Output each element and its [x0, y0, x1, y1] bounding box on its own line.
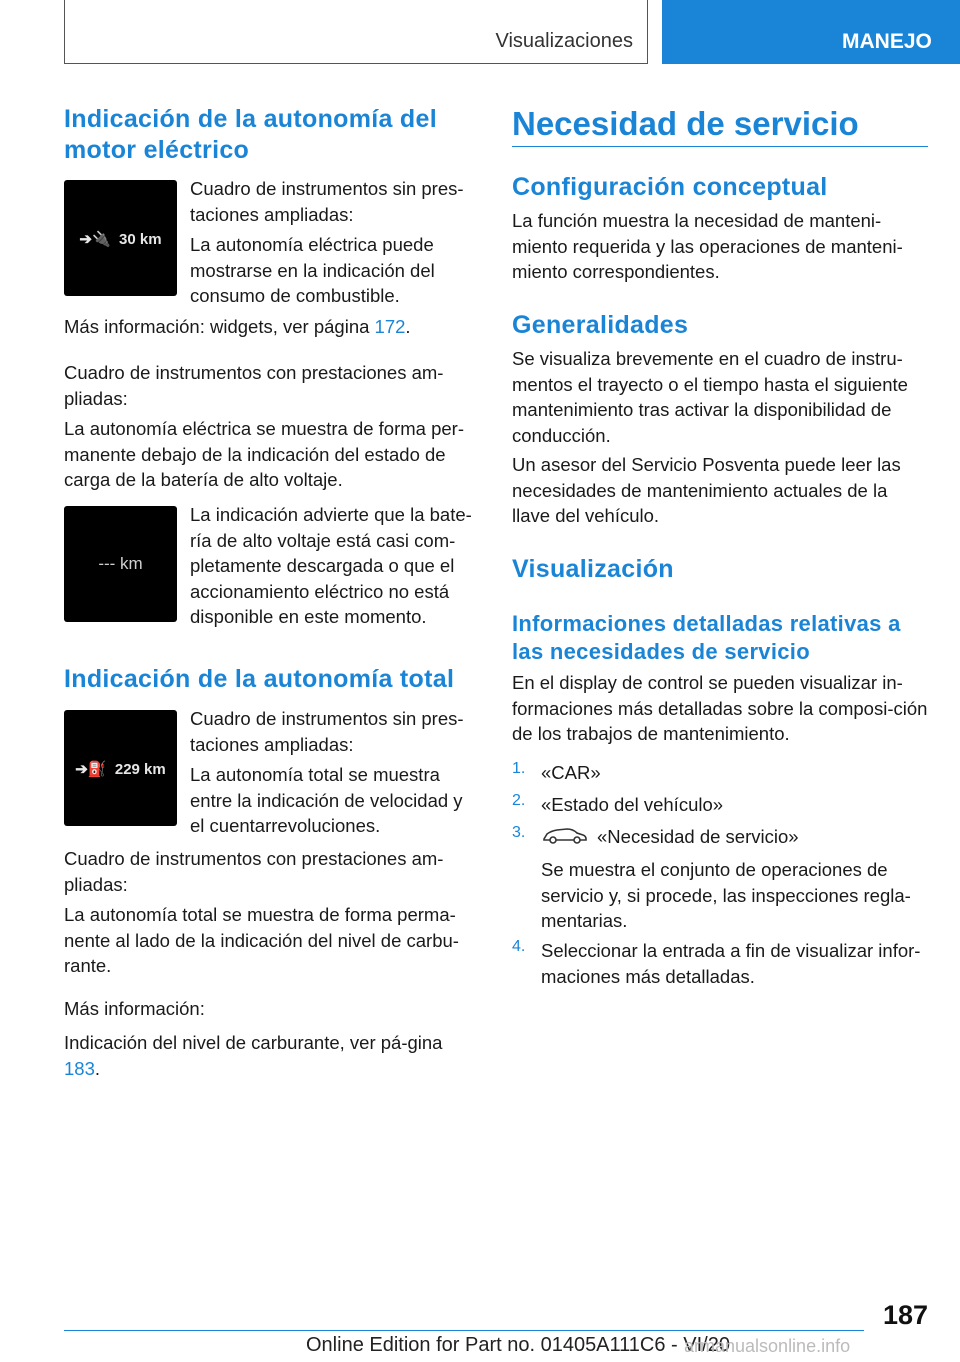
step-subtext: Se muestra el conjunto de operaciones de servicio y, si procede, las inspecciones regla-mentarias.: [541, 859, 911, 932]
more-info: Indicación del nivel de carburante, ver pá-gina 183.: [64, 1032, 443, 1079]
list-item: [512, 792, 928, 818]
step-number: 1.: [512, 760, 526, 777]
step-text: «Estado del vehículo»: [541, 794, 724, 815]
paragraph: La indicación advierte que la bate-ría de alto voltaje está casi com-pletamente descargada o que el accionamiento eléctrico no está disponible en este momento.: [190, 504, 472, 627]
chapter-tab: MANEJO: [662, 0, 960, 64]
paragraph: Cuadro de instrumentos con prestaciones am-pliadas:: [64, 848, 444, 895]
heading-detail: Informaciones detalladas relativas a las necesidades de servicio: [512, 611, 901, 664]
total-range-display-image: [64, 710, 177, 826]
paragraph: La autonomía eléctrica puede mostrarse en la indicación del consumo de combustible.: [190, 234, 435, 306]
low-battery-display-image: [64, 506, 177, 622]
header-section-box: [64, 0, 648, 64]
step-number: 2.: [512, 792, 526, 809]
electric-range-display-image: [64, 180, 177, 296]
paragraph: La autonomía eléctrica se muestra de forma per-manente debajo de la indicación del estado de carga de la batería de alto voltaje.: [64, 418, 464, 490]
page-number: 187: [882, 1300, 928, 1330]
step-text: «Necesidad de servicio»: [597, 826, 799, 847]
heading-concept: Configuración conceptual: [512, 173, 828, 201]
list-item: [512, 760, 928, 786]
watermark: armanualsonline.info: [684, 1336, 851, 1356]
car-icon: [541, 825, 589, 852]
paragraph: Cuadro de instrumentos sin pres-taciones ampliadas:: [190, 708, 464, 755]
page-title: Necesidad de servicio: [512, 105, 859, 142]
paragraph: Se visualiza brevemente en el cuadro de instru-mentos el trayecto o el tiempo hasta el siguiente mantenimiento tras activar la disponibilidad de conducción.: [512, 348, 908, 446]
page-link[interactable]: 172: [374, 316, 406, 337]
heading-total-range: Indicación de la autonomía total: [64, 665, 455, 693]
page-link[interactable]: 183: [64, 1057, 95, 1079]
paragraph: La autonomía total se muestra de forma perma-nente al lado de la indicación del nivel de carbu-rante.: [64, 904, 459, 976]
step-text-wrap: [541, 824, 928, 851]
step-text: Seleccionar la entrada a fin de visualizar infor-maciones más detalladas.: [541, 940, 921, 987]
list-item: [512, 938, 928, 989]
paragraph: La autonomía total se muestra entre la indicación de velocidad y el cuentarrevoluciones.: [190, 764, 463, 836]
paragraph: Cuadro de instrumentos con prestaciones am-pliadas:: [64, 362, 444, 409]
section-title: Visualizaciones: [495, 30, 633, 52]
step-text: «CAR»: [541, 762, 601, 783]
more-info: Más información: widgets, ver página 172.: [64, 316, 411, 337]
paragraph: En el display de control se pueden visualizar in-formaciones más detalladas sobre la composi-ción de los trabajos de mantenimiento.: [512, 672, 928, 744]
display-readout: --- km: [98, 554, 143, 573]
display-readout: ➔⛽ 229 km: [75, 761, 166, 778]
title-rule: [512, 146, 928, 147]
list-item: [512, 824, 928, 934]
edition-text: Online Edition for Part no. 01405A111C6 - VI/20: [306, 1334, 730, 1356]
heading-visualization: Visualización: [512, 555, 674, 583]
display-readout: ➔🔌 30 km: [79, 231, 162, 248]
paragraph: Cuadro de instrumentos sin pres-taciones ampliadas:: [190, 178, 464, 225]
heading-general: Generalidades: [512, 311, 689, 339]
more-info-label: Más información:: [64, 998, 205, 1019]
heading-electric-range: Indicación de la autonomía del motor eléctrico: [64, 105, 437, 164]
step-number: 3.: [512, 824, 526, 841]
paragraph: La función muestra la necesidad de manteni-miento requerida y las operaciones de manteni-miento correspondientes.: [512, 210, 903, 282]
footer-rule: [64, 1330, 864, 1331]
paragraph: Un asesor del Servicio Posventa puede leer las necesidades de mantenimiento actuales de la llave del vehículo.: [512, 454, 901, 526]
step-number: 4.: [512, 938, 526, 955]
